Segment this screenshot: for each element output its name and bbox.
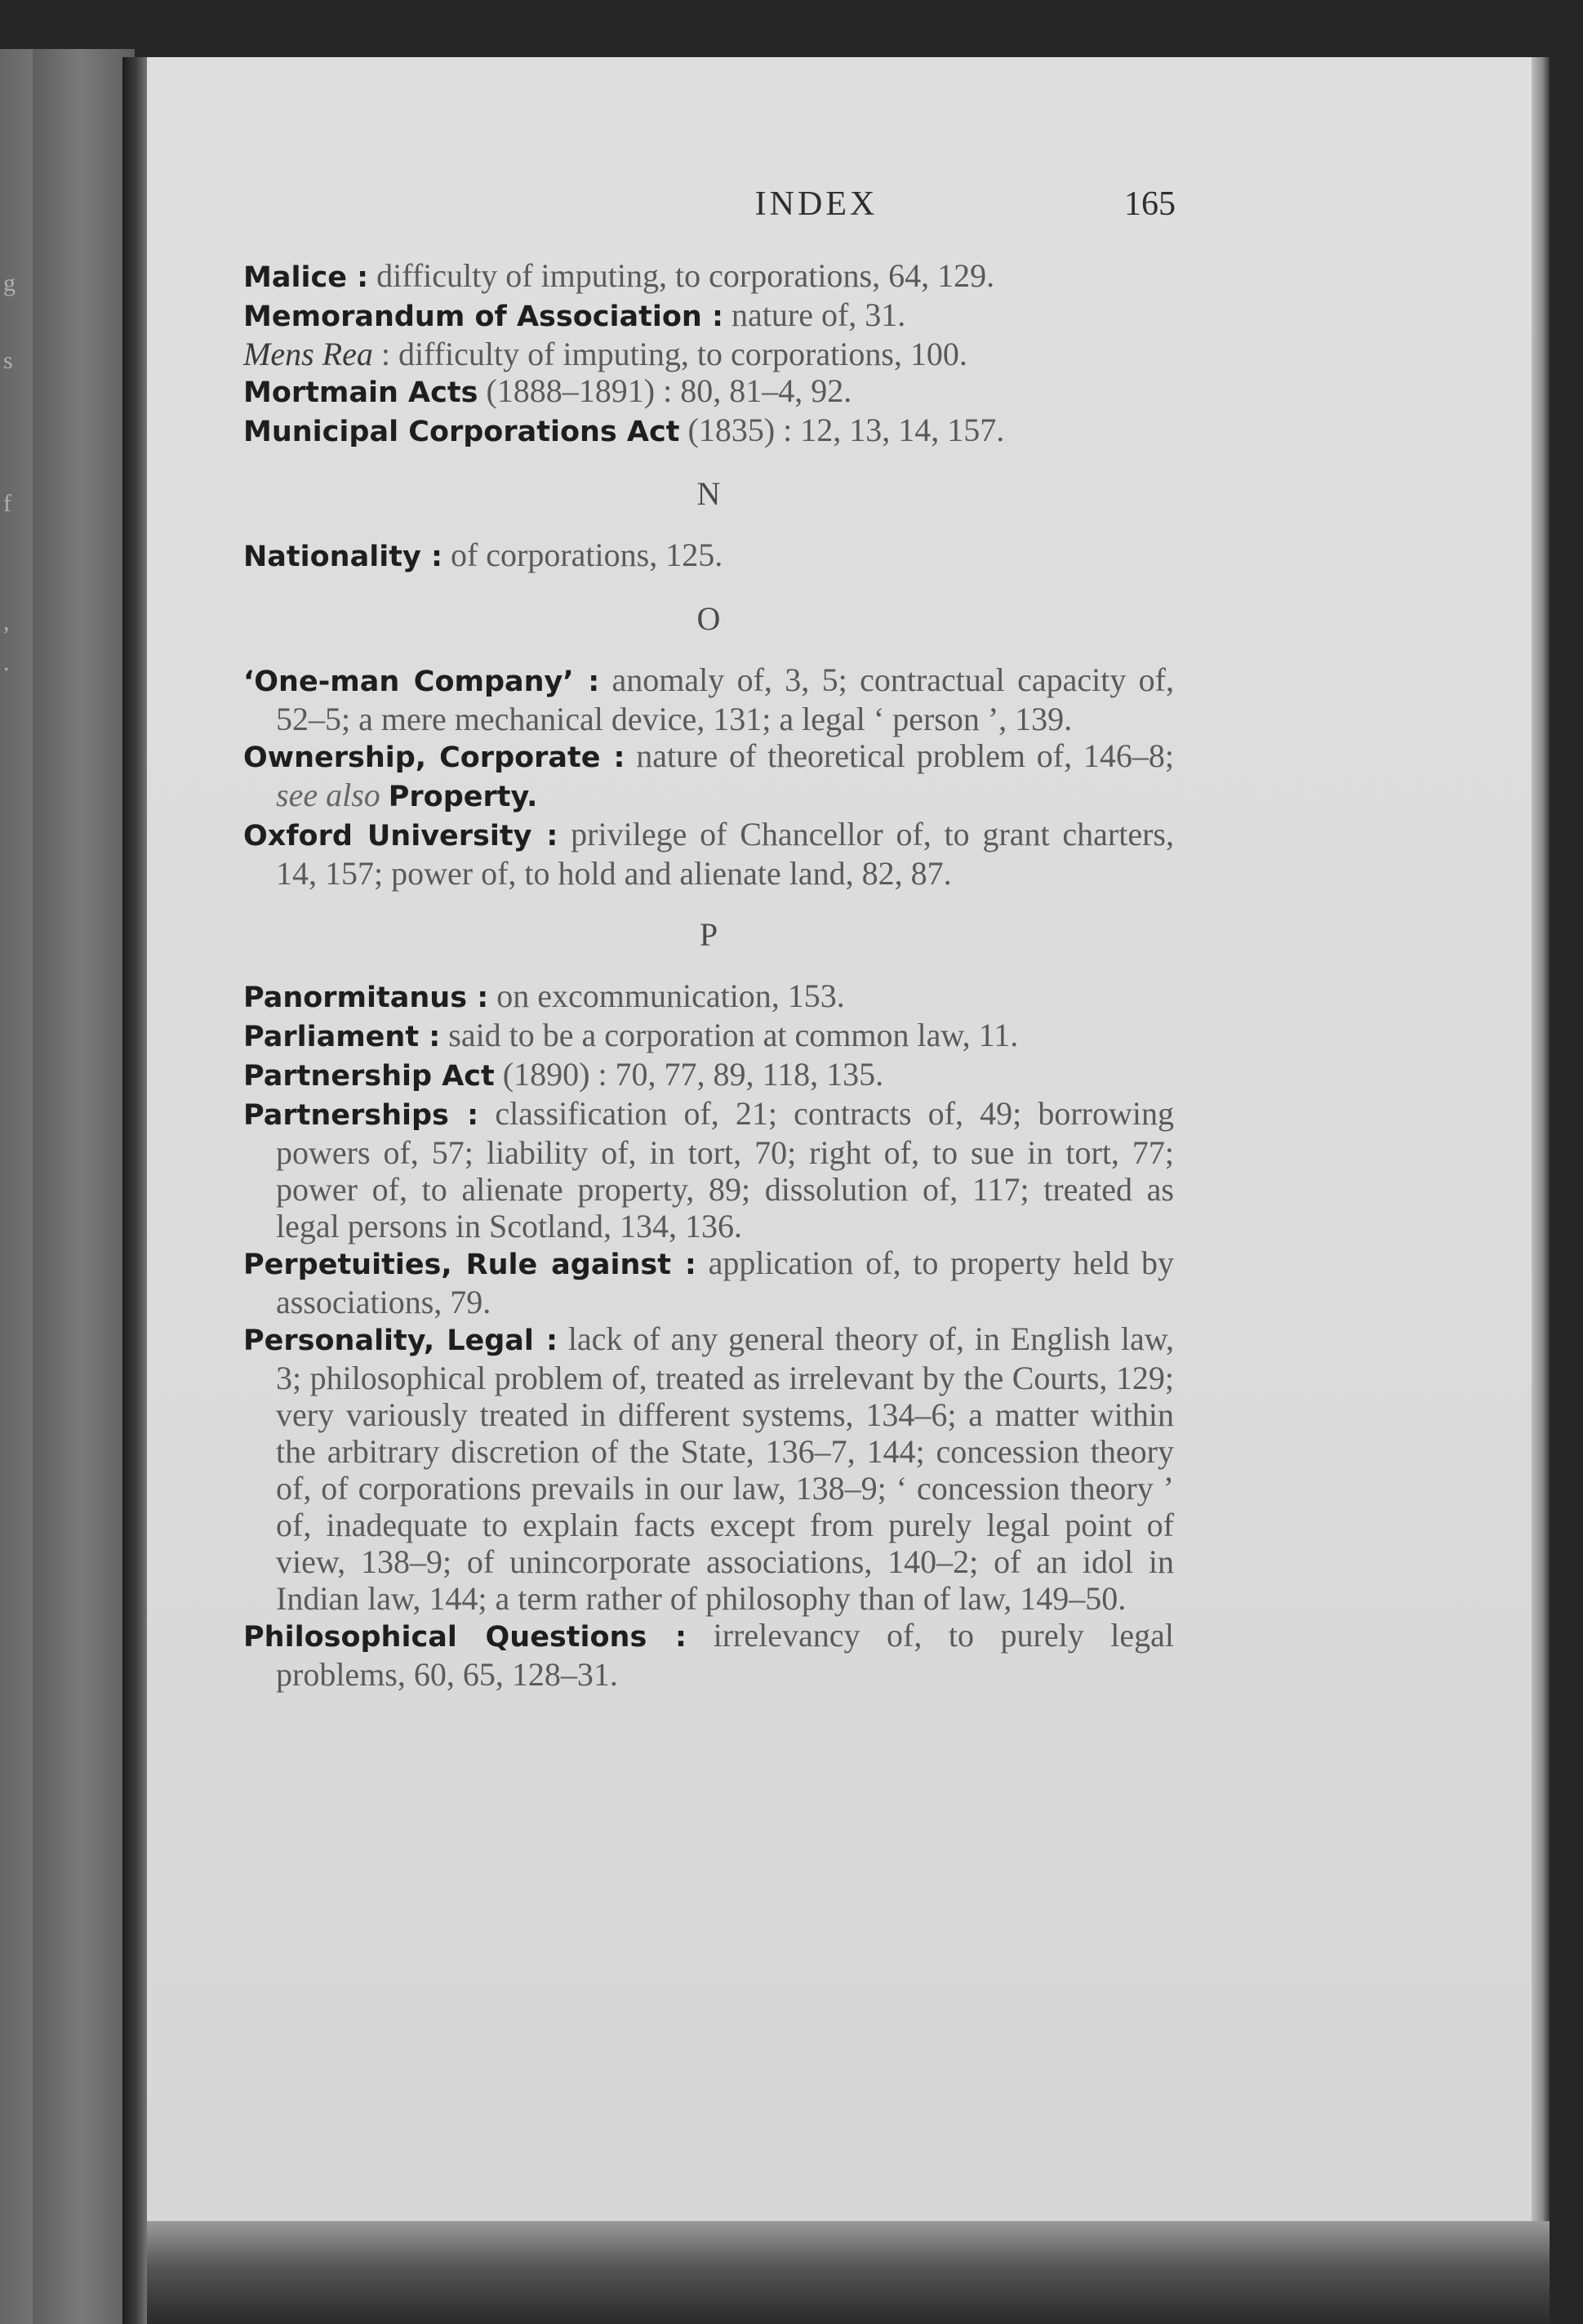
section-letter: O — [696, 600, 721, 637]
entry-references: application of, to property held by associations, 79. — [276, 1244, 1174, 1320]
page-edge — [1532, 57, 1550, 2221]
entry-heading: Parliament : — [243, 1021, 441, 1053]
index-entry — [243, 336, 1174, 372]
index-entry — [243, 661, 1174, 737]
index-entry — [243, 1095, 1174, 1244]
section-letter: P — [699, 916, 718, 953]
entry-references: irrelevancy of, to purely legal problems, 60, 65, 128–31. — [276, 1617, 1174, 1693]
index-section — [243, 977, 1174, 1693]
entry-heading: Personality, Legal : — [243, 1325, 558, 1357]
entry-heading: Memorandum of Association : — [243, 301, 723, 333]
entry-heading: Philosophical Questions : — [243, 1621, 687, 1654]
cross-reference: Property. — [388, 781, 538, 813]
section-letter: N — [696, 475, 721, 512]
entry-references: nature of theoretical problem of, 146–8; — [625, 737, 1174, 774]
margin-fragment: s — [3, 347, 13, 374]
entry-references: lack of any general theory of, in English law, 3; philosophical problem of, treated as irrelevant by the Courts, 129; very variously treated in different systems, 134–6; a matter within the arbitrary discretion of the State, 136–7, 144; concession theory of, of corporations prevails in our law, 138–9; ‘ concession theory ’ of, inadequate to explain facts except from purely legal point of view, 138–9; of unincorporate associations, 140–2; of an idol in Indian law, 144; a term rather of philosophy than of law, 149–50. — [276, 1320, 1174, 1617]
entry-heading: Malice : — [243, 261, 369, 294]
margin-fragment: . — [3, 649, 10, 676]
index-section — [243, 536, 1174, 576]
entry-heading: Ownership, Corporate : — [243, 741, 625, 774]
index-entry — [243, 372, 1174, 412]
entry-references: (1888–1891) : 80, 81–4, 92. — [478, 372, 852, 409]
index-entry — [243, 1244, 1174, 1320]
entry-heading: Mortmain Acts — [243, 376, 478, 409]
running-head: INDEX — [754, 185, 878, 223]
index-entry — [243, 412, 1174, 451]
entry-heading: ‘One-man Company’ : — [243, 666, 600, 698]
margin-fragment: f — [3, 490, 11, 517]
index-entry — [243, 1320, 1174, 1617]
index-entry — [243, 296, 1174, 336]
entry-references: on excommunication, 153. — [488, 977, 845, 1014]
entry-references: difficulty of imputing, to corporations, 64, 129. — [368, 257, 995, 294]
entry-references: anomaly of, 3, 5; contractual capacity of, 52–5; a mere mechanical device, 131; a legal ‘ person ’, 139. — [276, 661, 1174, 737]
index-section — [243, 661, 1174, 892]
entry-heading: Partnerships : — [243, 1099, 479, 1132]
facing-page-highlight — [0, 49, 33, 2324]
entry-references: privilege of Chancellor of, to grant charters, 14, 157; power of, to hold and alienate land, 82, 87. — [276, 816, 1174, 892]
index-entry — [243, 1056, 1174, 1095]
entry-references: nature of, 31. — [723, 296, 906, 333]
index-entry — [243, 737, 1174, 816]
entry-references: of corporations, 125. — [442, 536, 723, 573]
margin-fragment: , — [3, 608, 10, 635]
entry-references: classification of, 21; contracts of, 49; borrowing powers of, 57; liability of, in tort, 70; right of, to sue in tort, 77; power of, to alienate property, 89; dissolution of, 117; treated as legal persons in Scotland, 134, 136. — [276, 1095, 1174, 1244]
index-section — [243, 257, 1174, 451]
index-entry — [243, 1017, 1174, 1056]
margin-fragment: g — [3, 269, 16, 296]
entry-heading: Panormitanus : — [243, 982, 489, 1014]
index-entry — [243, 816, 1174, 892]
page-number: 165 — [1124, 185, 1176, 223]
entry-references: : difficulty of imputing, to corporations, 100. — [372, 336, 967, 372]
entry-references: (1835) : 12, 13, 14, 157. — [679, 412, 1005, 448]
entry-heading: Municipal Corporations Act — [243, 416, 680, 448]
entry-heading: Nationality : — [243, 541, 442, 573]
entry-heading: Mens Rea — [243, 336, 373, 372]
index-body — [243, 257, 1174, 1693]
entry-heading: Oxford University : — [243, 820, 558, 853]
page-bottom-shadow — [147, 2221, 1550, 2324]
entry-references: (1890) : 70, 77, 89, 118, 135. — [494, 1056, 884, 1093]
entry-heading: Partnership Act — [243, 1060, 495, 1093]
entry-heading: Perpetuities, Rule against : — [243, 1249, 696, 1281]
entry-references: said to be a corporation at common law, 11. — [440, 1017, 1019, 1053]
index-entry — [243, 1617, 1174, 1693]
index-entry — [243, 536, 1174, 576]
index-entry — [243, 977, 1174, 1017]
see-also-label: see also — [276, 777, 380, 813]
index-entry — [243, 257, 1174, 296]
